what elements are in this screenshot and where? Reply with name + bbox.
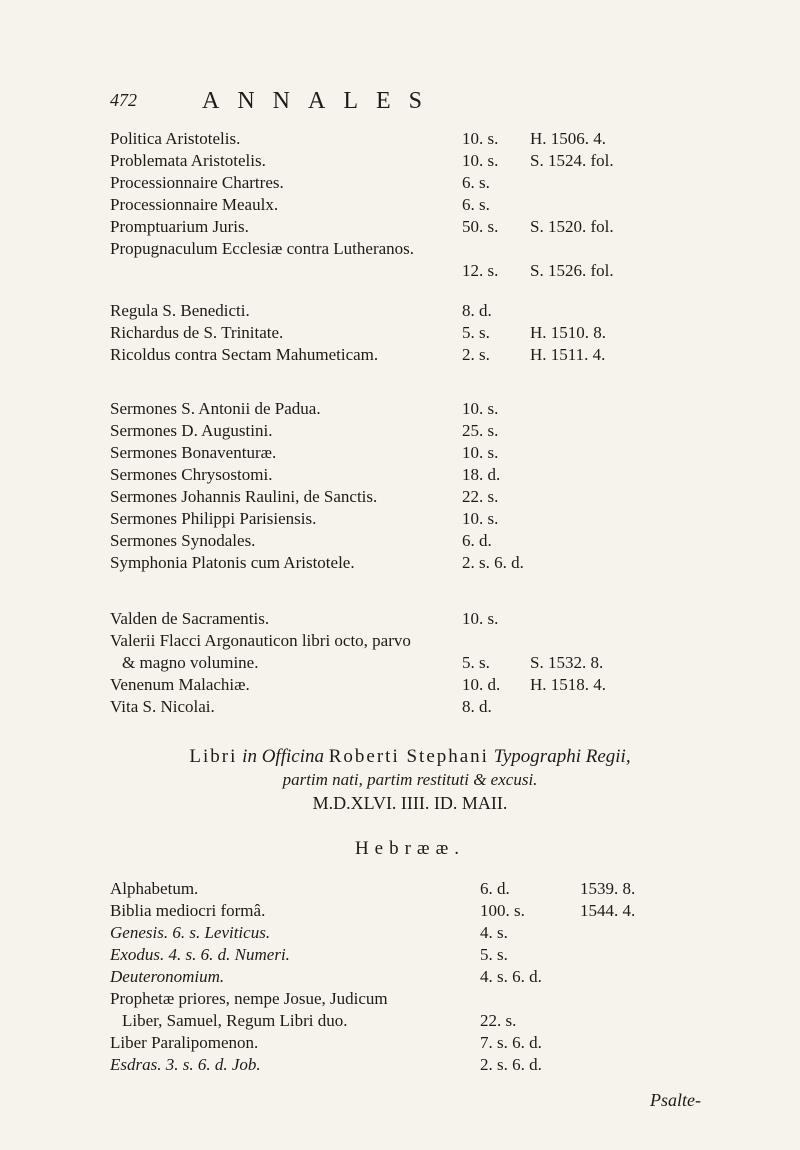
entry: Richardus de S. Trinitate. 5. s. H. 1510. 8.: [110, 323, 607, 342]
entries-hebraea: [110, 878, 720, 1076]
entry: Sermones Chrysostomi. 18. d.: [110, 465, 501, 484]
running-title: ANNALES: [202, 88, 440, 114]
entry: Exodus. 4. s. 6. d. Numeri. 5. s.: [110, 945, 508, 964]
entry: Sermones Synodales. 6. d.: [110, 531, 492, 550]
entry: Sermones S. Antonii de Padua. 10. s.: [110, 399, 499, 418]
entry: Sermones Johannis Raulini, de Sanctis. 22. s.: [110, 487, 499, 506]
entries-r: [110, 300, 720, 366]
entry: Deuteronomium. 4. s. 6. d.: [110, 967, 542, 986]
entry: Vita S. Nicolai. 8. d.: [110, 697, 492, 716]
section-date: M.D.XLVI. IIII. ID. MAII.: [312, 793, 508, 813]
entry: & magno volumine. 5. s. S. 1532. 8.: [122, 653, 604, 672]
entry: Esdras. 3. s. 6. d. Job. 2. s. 6. d.: [110, 1055, 542, 1074]
entry: Ricoldus contra Sectam Mahumeticam. 2. s. H. 1511. 4.: [110, 345, 606, 364]
entry: Liber Paralipomenon. 7. s. 6. d.: [110, 1033, 542, 1052]
entry: Valden de Sacramentis. 10. s.: [110, 609, 499, 628]
entry: Liber, Samuel, Regum Libri duo. 22. s.: [122, 1011, 517, 1030]
catchword: Psalte-: [650, 1090, 701, 1110]
entry: Promptuarium Juris. 50. s. S. 1520. fol.: [110, 217, 614, 236]
entry: Symphonia Platonis cum Aristotele. 2. s. 6. d.: [110, 553, 524, 572]
entry: Processionnaire Chartres. 6. s.: [110, 173, 490, 192]
entry: Alphabetum. 6. d. 1539. 8.: [110, 879, 636, 898]
entries-v: [110, 608, 720, 718]
entry: Venenum Malachiæ. 10. d. H. 1518. 4.: [110, 675, 607, 694]
entry: Genesis. 6. s. Leviticus. 4. s.: [110, 923, 508, 942]
entry: Biblia mediocri formâ. 100. s. 1544. 4.: [110, 901, 636, 920]
entry: Sermones D. Augustini. 25. s.: [110, 421, 499, 440]
section-subtitle: partim nati, partim restituti & excusi.: [282, 770, 538, 789]
entries-s: [110, 398, 720, 574]
entry: Politica Aristotelis. 10. s. H. 1506. 4.: [110, 129, 607, 148]
page-number: 472: [110, 90, 137, 110]
subsection-heading: Hebrææ.: [354, 838, 466, 859]
entries-p: [110, 128, 720, 282]
entry: Valerii Flacci Argonauticon libri octo, parvo: [110, 631, 411, 650]
page-header: [110, 88, 710, 116]
entry: Processionnaire Meaulx. 6. s.: [110, 195, 490, 214]
section-title: Libri in Officina Roberti Stephani Typographi Regii,: [189, 746, 631, 767]
entry: Propugnaculum Ecclesiæ contra Lutheranos. 12. s. S. 1526. fol.: [110, 239, 614, 280]
entry: Regula S. Benedicti. 8. d.: [110, 301, 492, 320]
entry: Problemata Aristotelis. 10. s. S. 1524. fol.: [110, 151, 614, 170]
entry: Sermones Bonaventuræ. 10. s.: [110, 443, 499, 462]
entry: Sermones Philippi Parisiensis. 10. s.: [110, 509, 499, 528]
entry: Prophetæ priores, nempe Josue, Judicum: [110, 989, 388, 1008]
